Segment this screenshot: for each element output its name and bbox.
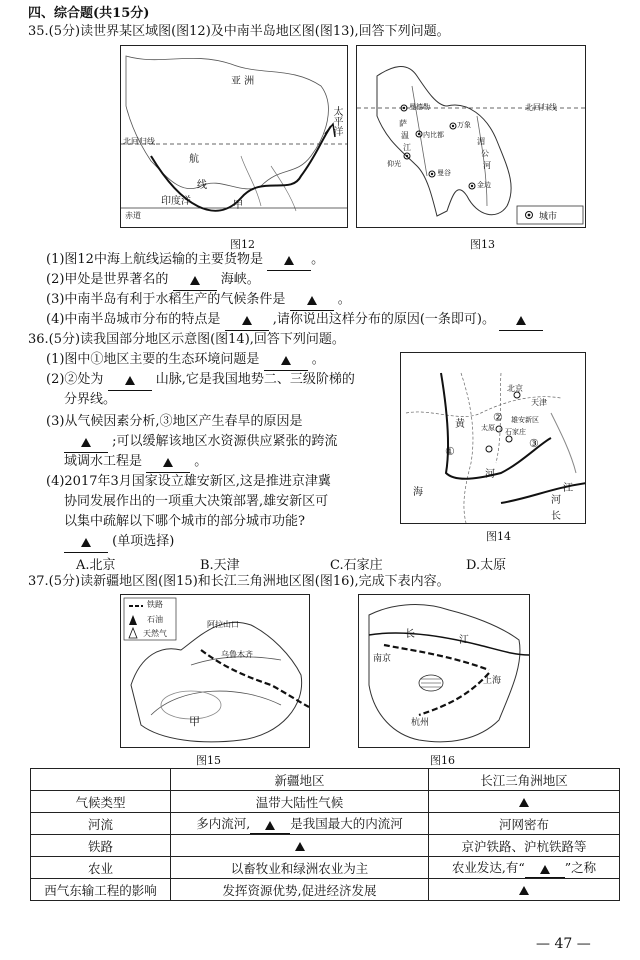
q35-sub4-mid: ,请你说出这样分布的原因(一条即可)。: [272, 312, 495, 327]
fig16-jiang: 江: [459, 635, 469, 646]
fig12-label-asia: 亚 洲: [231, 76, 255, 87]
figure-13-caption: 图13: [470, 238, 495, 251]
blank-triangle-icon: [163, 458, 173, 467]
blank-triangle-icon: [81, 438, 91, 447]
table-cell-text: 多内流河,: [196, 815, 251, 831]
q36-sub4-line3: 以集中疏解以下哪个城市的部分城市功能?: [64, 514, 305, 529]
table-row-label: 河流: [31, 813, 171, 835]
table-header-cell: 新疆地区: [171, 769, 429, 791]
table-cell-text: 是我国最大的内流河: [290, 815, 403, 831]
figure-13-svg: [357, 46, 586, 228]
fig15-legend-gas: 天然气: [143, 629, 167, 638]
q35-sub2-end: 海峡。: [220, 272, 260, 287]
blank-triangle-icon: [519, 798, 529, 807]
blank-triangle-icon: [307, 296, 317, 305]
table-cell-blank: [429, 879, 620, 901]
fig13-city-4: 曼谷: [437, 169, 451, 177]
fig14-region-1: ①: [445, 445, 455, 458]
q35-sub3-end: 。: [337, 292, 351, 307]
table-row: [31, 857, 620, 879]
figure-12-map: [120, 45, 348, 228]
figure-16-svg: [359, 595, 530, 748]
option-b: B.天津: [200, 558, 240, 573]
q35-sub2: [46, 272, 260, 291]
option-d: D.太原: [466, 558, 507, 573]
fig16-hangzhou: 杭州: [411, 718, 430, 728]
table-cell: 以畜牧业和绿洲农业为主: [171, 857, 429, 879]
fig14-huang: 黄: [455, 419, 465, 430]
q35-sub4: [46, 312, 543, 331]
table-cell-blank: [250, 818, 290, 834]
q36-sub3: (3)从气候因素分析,③地区产生春旱的原因是: [46, 414, 303, 429]
fig13-city-3: 万象: [457, 121, 471, 129]
table-cell-blank: [525, 862, 565, 878]
blank-triangle-icon: [281, 356, 291, 365]
table-row: [31, 879, 620, 901]
fig13-city-5: 仰光: [387, 160, 401, 168]
q35-sub1: (1)图12中海上航线运输的主要货物是 。: [46, 252, 324, 271]
q35-sub3: [46, 292, 351, 311]
fig15-urumqi: 乌鲁木齐: [221, 650, 253, 659]
table-row: [31, 813, 620, 835]
table-cell: 温带大陆性气候: [171, 791, 429, 813]
table-cell: 京沪铁路、沪杭铁路等: [429, 835, 620, 857]
blank-triangle-icon: [516, 316, 526, 325]
table-cell-text: 农业发达,有“: [451, 859, 525, 875]
figure-16-caption: 图16: [430, 754, 455, 767]
q36-sub3-line2: [64, 434, 338, 453]
fig13-river-3: 江: [403, 143, 411, 152]
q35-sub3-blank: [290, 294, 334, 311]
blank-triangle-icon: [81, 538, 91, 547]
fig13-river-1: 萨: [399, 119, 407, 128]
q36-sub3-line3: [64, 454, 207, 473]
q36-sub1-end: 。: [311, 352, 325, 367]
q36-sub1-blank: [264, 354, 308, 371]
fig13-city-1: 曼德勒: [409, 103, 430, 111]
blank-triangle-icon: [540, 865, 550, 874]
fig14-beijing: 北京: [507, 384, 523, 393]
q36-sub2: [46, 372, 355, 391]
q36-sub1: [46, 352, 325, 371]
fig14-taiyuan: 太原: [481, 424, 495, 432]
comparison-table: [30, 768, 620, 901]
fig14-region-2: ②: [493, 411, 503, 424]
q36-sub4-line2: 协同发展作出的一项重大决策部署,雄安新区可: [64, 494, 329, 509]
q36-stem: 36.(5分)读我国部分地区示意图(图14),回答下列问题。: [28, 332, 345, 347]
fig14-he2: 河: [551, 495, 561, 506]
option-c: C.石家庄: [330, 558, 383, 573]
fig13-city-6: 金边: [477, 181, 491, 189]
table-row-label: 气候类型: [31, 791, 171, 813]
section-title: 四、综合题(共15分): [28, 6, 150, 21]
option-a: A.北京: [76, 558, 116, 573]
fig13-river-5: 公: [481, 149, 489, 158]
table-row-label: 西气东输工程的影响: [31, 879, 171, 901]
table-header-row: [31, 769, 620, 791]
blank-triangle-icon: [242, 316, 252, 325]
q36-sub2-blank: [108, 374, 152, 391]
q36-sub4-blank: [64, 536, 108, 553]
fig14-jiang: 江: [563, 483, 573, 494]
blank-triangle-icon: [295, 842, 305, 851]
fig13-river-2: 温: [401, 131, 409, 140]
table-row: [31, 835, 620, 857]
q37-stem: 37.(5分)读新疆地区图(图15)和长江三角洲地区图(图16),完成下表内容。: [28, 574, 450, 589]
fig14-shijiazhuang: 石家庄: [505, 428, 526, 436]
fig14-region-3: ③: [529, 437, 539, 450]
fig13-river-4: 湄: [477, 137, 485, 146]
q35-sub1-text: (1)图12中海上航线运输的主要货物是: [46, 252, 263, 267]
figure-14-caption: 图14: [486, 530, 511, 543]
table-cell: 发挥资源优势,促进经济发展: [171, 879, 429, 901]
q36-sub3-end: 。: [194, 454, 208, 469]
fig13-legend-city: 城市: [539, 212, 558, 222]
table-cell: 河网密布: [429, 813, 620, 835]
q36-sub2-cont: 分界线。: [64, 392, 117, 407]
fig16-nanjing: 南京: [373, 654, 392, 664]
q35-sub4-blank1: [225, 314, 269, 331]
blank-triangle-icon: [265, 821, 275, 830]
q35-sub2-blank: [173, 274, 217, 291]
fig12-label-jia: 甲: [233, 200, 243, 211]
fig15-legend-oil: 石油: [147, 615, 163, 624]
q35-sub3-text: (3)中南半岛有利于水稻生产的气候条件是: [46, 292, 286, 307]
fig12-label-route2: 线: [197, 180, 207, 191]
blank-triangle-icon: [190, 276, 200, 285]
q36-sub3-text3: 域调水工程是: [64, 454, 143, 469]
q35-stem: 35.(5分)读世界某区域图(图12)及中南半岛地区图(图13),回答下列问题。: [28, 24, 450, 39]
fig12-label-route1: 航: [189, 154, 199, 165]
blank-triangle-icon: [125, 376, 135, 385]
fig12-label-indian: 印度洋: [161, 196, 191, 207]
fig14-tianjin: 天津: [531, 398, 547, 407]
q36-sub1-text: (1)图中①地区主要的生态环境问题是: [46, 352, 260, 367]
q35-sub1-blank: [267, 254, 311, 271]
table-cell-blank: [171, 835, 429, 857]
figure-16-map: [358, 594, 530, 748]
figure-12-caption: 图12: [230, 238, 255, 251]
q36-sub4-note: (单项选择): [112, 534, 175, 549]
table-cell-text: ”之称: [564, 859, 597, 875]
fig15-jia: 甲: [189, 715, 200, 728]
table-header-cell: 长江三角洲地区: [429, 769, 620, 791]
fig12-label-equator: 赤道: [125, 211, 141, 220]
figure-13-map: [356, 45, 586, 228]
fig12-label-pacific: 太平洋: [331, 106, 342, 136]
table-row-label: 铁路: [31, 835, 171, 857]
figure-15-caption: 图15: [196, 754, 221, 767]
fig13-city-2: 内比都: [423, 131, 444, 139]
table-row-label: 农业: [31, 857, 171, 879]
table-row: [31, 791, 620, 813]
blank-triangle-icon: [284, 256, 294, 265]
fig13-label-tropic: 北回归线: [525, 103, 557, 112]
fig15-pass: 阿拉山口: [207, 620, 239, 629]
figure-15-map: [120, 594, 310, 748]
table-cell-blank: [429, 791, 620, 813]
fig14-he: 河: [485, 469, 495, 480]
page-number: — 47 —: [536, 936, 591, 952]
q36-sub2-text: (2)②处为: [46, 372, 104, 387]
q35-sub4-blank2: [499, 314, 543, 331]
q36-sub4-line4: [64, 534, 174, 553]
table-cell: [171, 813, 429, 835]
fig14-hai: 海: [413, 487, 423, 498]
q35-sub4-text: (4)中南半岛城市分布的特点是: [46, 312, 221, 327]
fig14-xiongan: 雄安新区: [511, 416, 539, 424]
figure-14-map: [400, 352, 586, 524]
q36-sub2-mid: 山脉,它是我国地势二、三级阶梯的: [155, 372, 355, 387]
q36-sub4-line1: (4)2017年3月国家设立雄安新区,这是推进京津冀: [46, 474, 331, 489]
blank-triangle-icon: [519, 886, 529, 895]
fig14-chang: 长: [551, 511, 561, 522]
fig12-label-tropic: 北回归线: [123, 137, 155, 146]
q36-sub3-mid: ;可以缓解该地区水资源供应紧张的跨流: [112, 434, 338, 449]
q36-sub3-blank2: [146, 456, 190, 473]
fig16-shanghai: 上海: [483, 676, 502, 686]
fig15-legend-rail: 铁路: [147, 600, 163, 609]
fig16-chang: 长: [405, 629, 415, 640]
table-header-cell: [31, 769, 171, 791]
q36-sub3-blank1: [64, 436, 108, 453]
table-cell: [429, 857, 620, 879]
fig13-river-6: 河: [483, 161, 491, 170]
q35-sub2-text: (2)甲处是世界著名的: [46, 272, 169, 287]
